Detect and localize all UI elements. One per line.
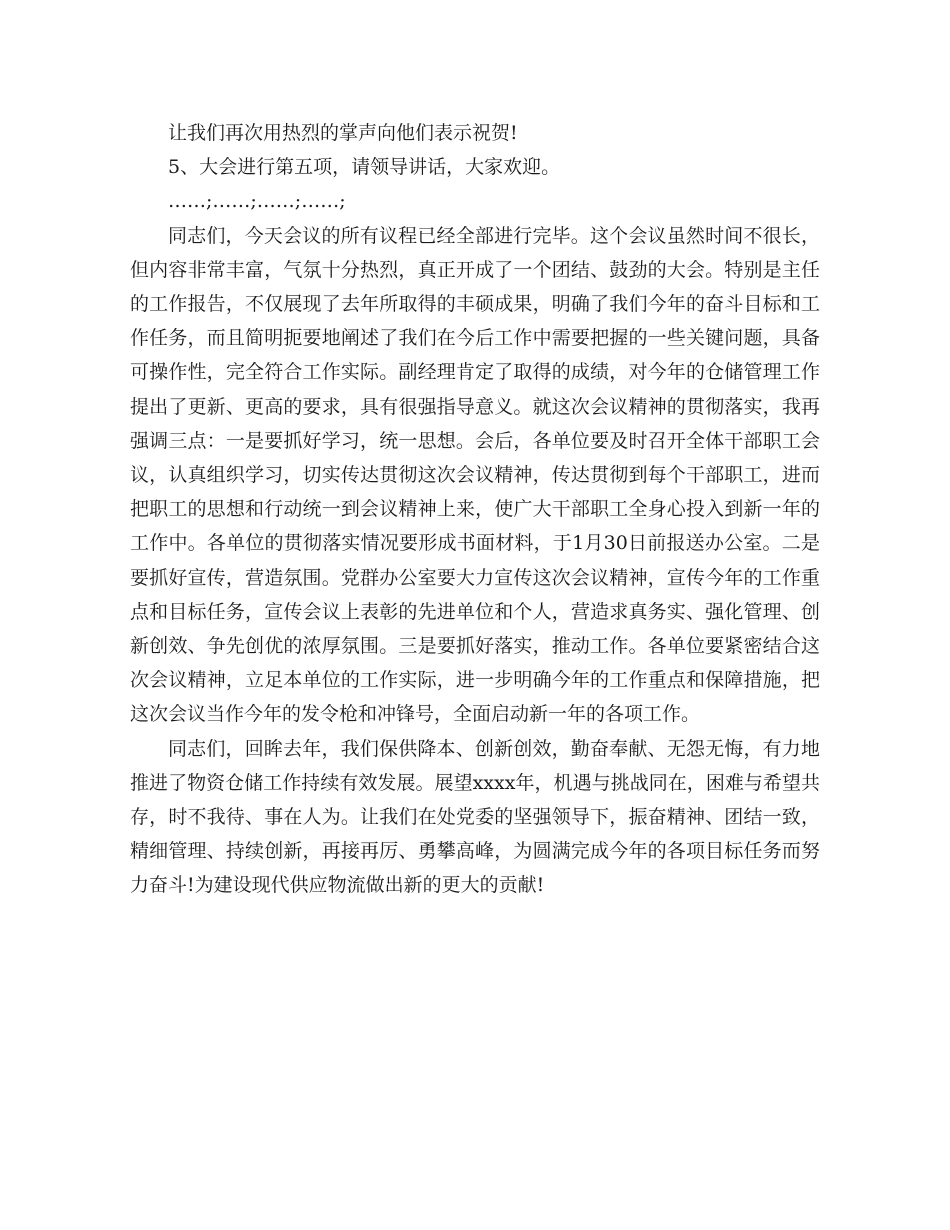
paragraph-agenda-item-5: 5、大会进行第五项，请领导讲话，大家欢迎。 <box>168 156 561 179</box>
paragraph-ellipsis: ……;……;……;……; <box>168 190 346 213</box>
paragraph-outlook: 同志们，回眸去年，我们保供降本、创新创效，勤奋奉献、无怨无悔，有力地推进了物资仓储工作持续有效发展。展望xxxx年，机遇与挑战同在，困难与希望共存，时不我待、事在人为。让我们在处党委的坚强领导下，振奋精神、团结一致，精细管理、持续创新，再接再厉、勇攀高峰，为圆满完成今年的各项目标任务而努力奋斗!为建设现代供应物流做出新的更大的贡献! <box>130 737 820 897</box>
paragraph-congratulation: 让我们再次用热烈的掌声向他们表示祝贺! <box>168 122 518 144</box>
document-body <box>130 116 820 903</box>
paragraph-closing-remarks: 同志们，今天会议的所有议程已经全部进行完毕。这个会议虽然时间不很长，但内容非常丰富，气氛十分热烈，真正开成了一个团结、鼓劲的大会。特别是主任的工作报告，不仅展现了去年所取得的丰硕成果，明确了我们今年的奋斗目标和工作任务，而且简明扼要地阐述了我们在今后工作中需要把握的一些关键问题，具备可操作性，完全符合工作实际。副经理肯定了取得的成绩，对今年的仓储管理工作提出了更新、更高的要求，具有很强指导意义。就这次会议精神的贯彻落实，我再强调三点：一是要抓好学习，统一思想。会后，各单位要及时召开全体干部职工会议，认真组织学习，切实传达贯彻这次会议精神，传达贯彻到每个干部职工，进而把职工的思想和行动统一到会议精神上来，使广大干部职工全身心投入到新一年的工作中。各单位的贯彻落实情况要形成书面材料，于1月30日前报送办公室。二是要抓好宣传，营造氛围。党群办公室要大力宣传这次会议精神，宣传今年的工作重点和目标任务，宣传会议上表彰的先进单位和个人，营造求真务实、强化管理、创新创效、争先创优的浓厚氛围。三是要抓好落实，推动工作。各单位要紧密结合这次会议精神，立足本单位的工作实际，进一步明确今年的工作重点和保障措施，把这次会议当作今年的发令枪和冲锋号，全面启动新一年的各项工作。 <box>130 224 820 726</box>
